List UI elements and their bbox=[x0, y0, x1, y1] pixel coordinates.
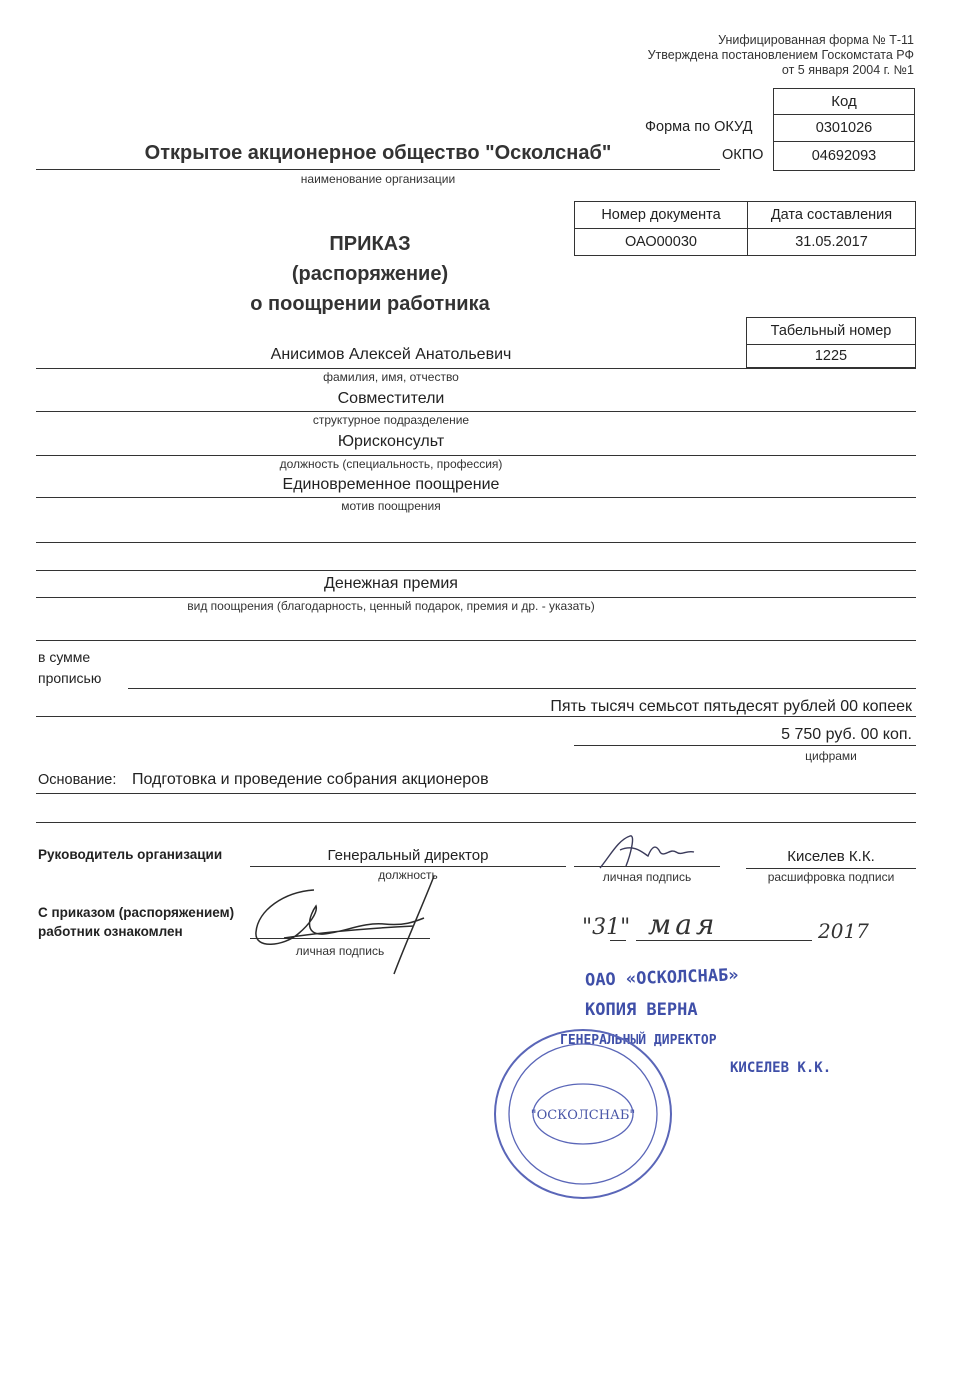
head-name-line bbox=[746, 868, 916, 869]
document-table bbox=[574, 201, 916, 256]
form-header-line3: от 5 января 2004 г. №1 bbox=[781, 63, 914, 77]
blank-line-2 bbox=[36, 570, 916, 571]
ack-signature-caption: личная подпись bbox=[295, 944, 385, 958]
form-header-line1: Унифицированная форма № Т-11 bbox=[718, 33, 914, 47]
stamp-line1: ОАО «ОСКОЛСНАБ» bbox=[584, 965, 739, 991]
stamp-line2: КОПИЯ ВЕРНА bbox=[585, 1000, 698, 1020]
department-line bbox=[36, 411, 916, 412]
blank-line-4 bbox=[36, 822, 916, 823]
employee-signature bbox=[244, 862, 464, 982]
basis-text: Подготовка и проведение собрания акционеров bbox=[132, 771, 489, 788]
seal-center-text: "ОСКОЛСНАБ" bbox=[530, 1108, 636, 1123]
amount-digits: 5 750 руб. 00 коп. bbox=[781, 726, 912, 743]
employee-name-caption: фамилия, имя, отчество bbox=[323, 370, 459, 384]
position-line bbox=[36, 455, 916, 456]
department-caption: структурное подразделение bbox=[312, 413, 470, 427]
doc-date-header: Дата составления bbox=[748, 202, 916, 229]
amount-digits-line bbox=[574, 745, 916, 746]
organization-line bbox=[36, 169, 720, 170]
okpo-value: 04692093 bbox=[774, 142, 915, 171]
okud-label: Форма по ОКУД bbox=[645, 119, 753, 135]
head-position: Генеральный директор bbox=[327, 847, 489, 864]
acknowledgement bbox=[38, 903, 234, 941]
department: Совместители bbox=[337, 390, 445, 407]
okpo-label: ОКПО bbox=[722, 147, 764, 163]
amount-line-1 bbox=[128, 688, 916, 689]
employee-name: Анисимов Алексей Анатольевич bbox=[270, 346, 512, 363]
motive-caption: мотив поощрения bbox=[341, 499, 441, 513]
position-caption: должность (специальность, профессия) bbox=[279, 457, 503, 471]
head-label: Руководитель организации bbox=[38, 847, 223, 862]
order-title-line2: (распоряжение) bbox=[291, 263, 449, 285]
date-month-line bbox=[636, 940, 812, 941]
organization-name: Открытое акционерное общество "Осколснаб" bbox=[144, 142, 612, 164]
ack-line2: работник ознакомлен bbox=[38, 924, 183, 939]
date-month: мая bbox=[648, 908, 719, 941]
head-name-caption: расшифровка подписи bbox=[767, 870, 895, 884]
date-day-line bbox=[610, 940, 626, 941]
round-seal bbox=[490, 1024, 676, 1204]
award-type: Денежная премия bbox=[324, 575, 458, 592]
organization-caption: наименование организации bbox=[300, 172, 456, 186]
okud-value: 0301026 bbox=[774, 115, 915, 142]
amount-label-1: в сумме bbox=[38, 649, 91, 665]
motive-line bbox=[36, 497, 916, 498]
stamp-line4: КИСЕЛЕВ К.К. bbox=[730, 1060, 832, 1076]
blank-line-1 bbox=[36, 542, 916, 543]
stamp-line3: ГЕНЕРАЛЬНЫЙ ДИРЕКТОР bbox=[560, 1033, 717, 1048]
award-caption: вид поощрения (благодарность, ценный подарок, премия и др. - указать) bbox=[187, 599, 595, 613]
doc-number-header: Номер документа bbox=[575, 202, 748, 229]
position: Юрисконсульт bbox=[337, 433, 445, 450]
tab-number-table bbox=[746, 317, 916, 368]
doc-number: ОАО00030 bbox=[575, 229, 748, 256]
employee-name-line bbox=[36, 368, 916, 369]
date-year: 2017 bbox=[818, 919, 869, 943]
code-header: Код bbox=[774, 89, 915, 115]
doc-date: 31.05.2017 bbox=[748, 229, 916, 256]
order-title-line3: о поощрении работника bbox=[250, 293, 490, 315]
amount-words-line bbox=[36, 716, 916, 717]
amount-label-2: прописью bbox=[38, 670, 102, 686]
form-header bbox=[648, 33, 914, 78]
tab-number-header: Табельный номер bbox=[747, 318, 916, 345]
form-header-line2: Утверждена постановлением Госкомстата РФ bbox=[647, 48, 914, 62]
order-title-line1: ПРИКАЗ bbox=[329, 233, 411, 255]
ack-line1: С приказом (распоряжением) bbox=[38, 905, 235, 920]
date-day: "31" bbox=[582, 915, 631, 940]
basis-line bbox=[36, 793, 916, 794]
amount-digits-caption: цифрами bbox=[805, 749, 857, 763]
head-name: Киселев К.К. bbox=[787, 848, 875, 865]
head-signature-caption: личная подпись bbox=[602, 870, 692, 884]
amount-words: Пять тысяч семьсот пятьдесят рублей 00 копеек bbox=[550, 698, 912, 715]
codes-table bbox=[773, 88, 915, 171]
head-signature bbox=[590, 826, 700, 876]
basis-label: Основание: bbox=[38, 772, 117, 788]
award-line bbox=[36, 597, 916, 598]
head-position-caption: должность bbox=[378, 868, 438, 882]
blank-line-3 bbox=[36, 640, 916, 641]
order-title bbox=[170, 229, 570, 319]
motive: Единовременное поощрение bbox=[282, 476, 500, 493]
tab-number: 1225 bbox=[747, 345, 916, 368]
